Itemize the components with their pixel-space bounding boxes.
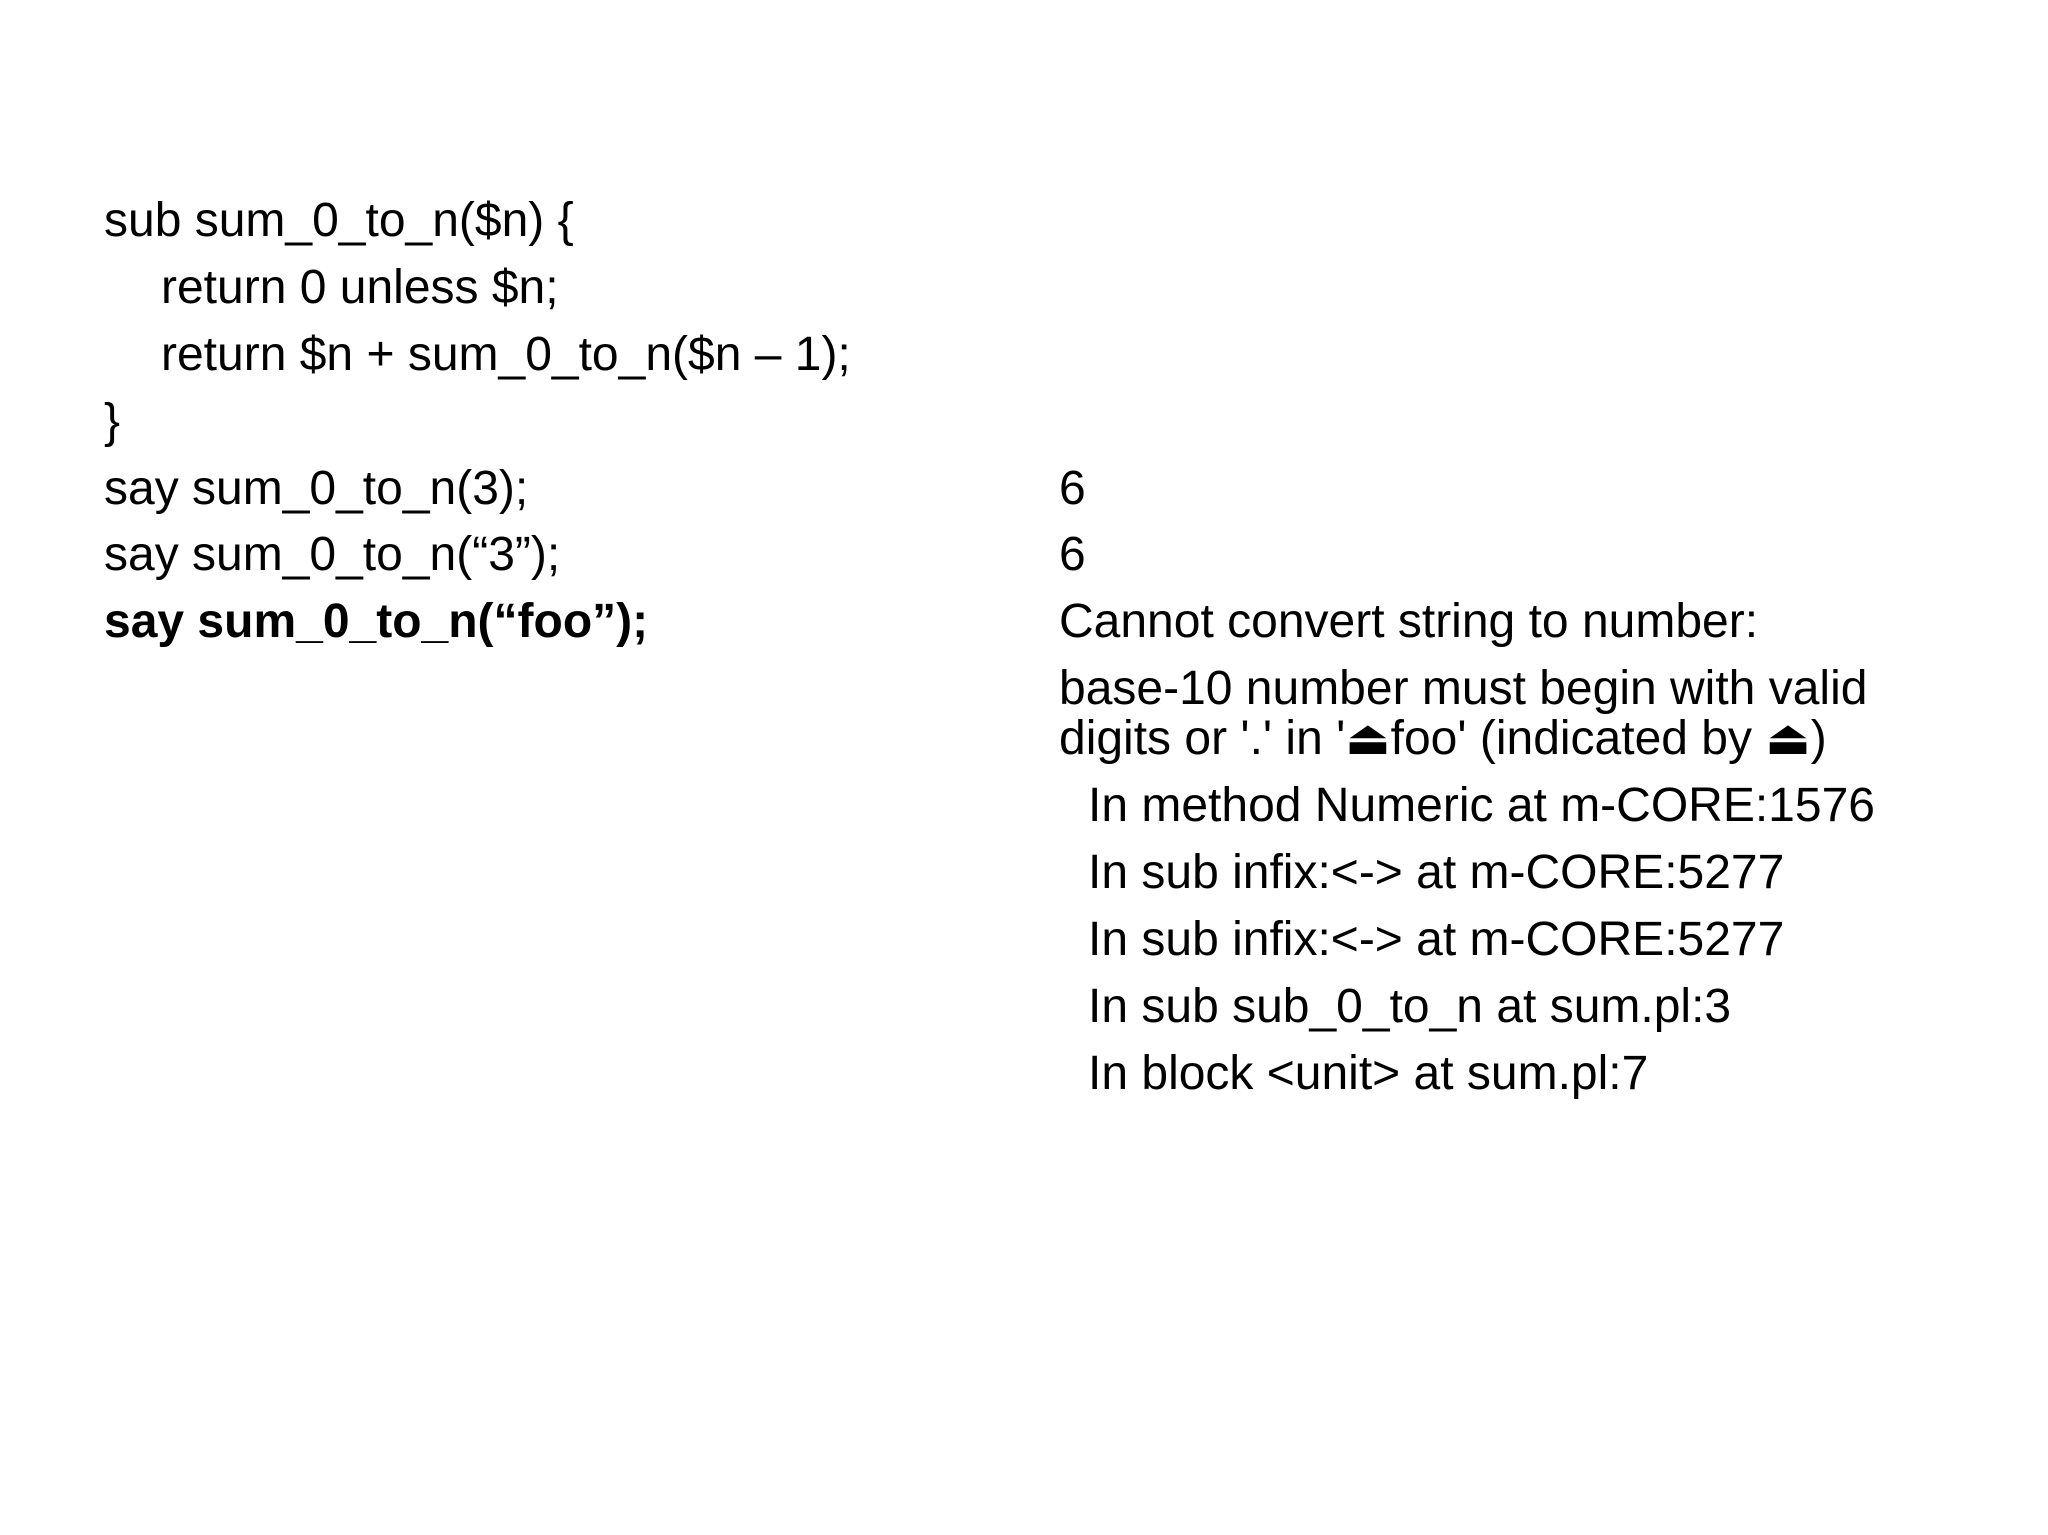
stack-trace-line: In sub infix:<-> at m-CORE:5277 — [1088, 846, 1785, 899]
code-line-return-zero: return 0 unless $n; — [161, 261, 559, 314]
stack-trace-line: In sub infix:<-> at m-CORE:5277 — [1088, 913, 1785, 966]
stack-trace-line: In block <unit> at sum.pl:7 — [1088, 1047, 1649, 1100]
code-line-say-foo: say sum_0_to_n(“foo”); — [104, 595, 649, 648]
output-result-2: 6 — [1059, 528, 1086, 581]
stack-trace-line: In method Numeric at m-CORE:1576 — [1088, 779, 1875, 832]
code-line-say-string-3: say sum_0_to_n(“3”); — [104, 528, 561, 581]
code-line-sub-declaration: sub sum_0_to_n($n) { — [104, 194, 574, 247]
stack-trace-line: In sub sub_0_to_n at sum.pl:3 — [1088, 980, 1732, 1033]
code-line-say-3: say sum_0_to_n(3); — [104, 462, 529, 515]
error-title: Cannot convert string to number: — [1059, 595, 1759, 648]
code-line-return-recursive: return $n + sum_0_to_n($n – 1); — [161, 328, 851, 381]
error-detail-line-2: digits or '.' in '⏏foo' (indicated by ⏏) — [1059, 712, 1827, 765]
error-detail-line-1: base-10 number must begin with valid — [1059, 662, 1868, 715]
output-result-1: 6 — [1059, 462, 1086, 515]
code-line-closing-brace: } — [104, 395, 121, 448]
